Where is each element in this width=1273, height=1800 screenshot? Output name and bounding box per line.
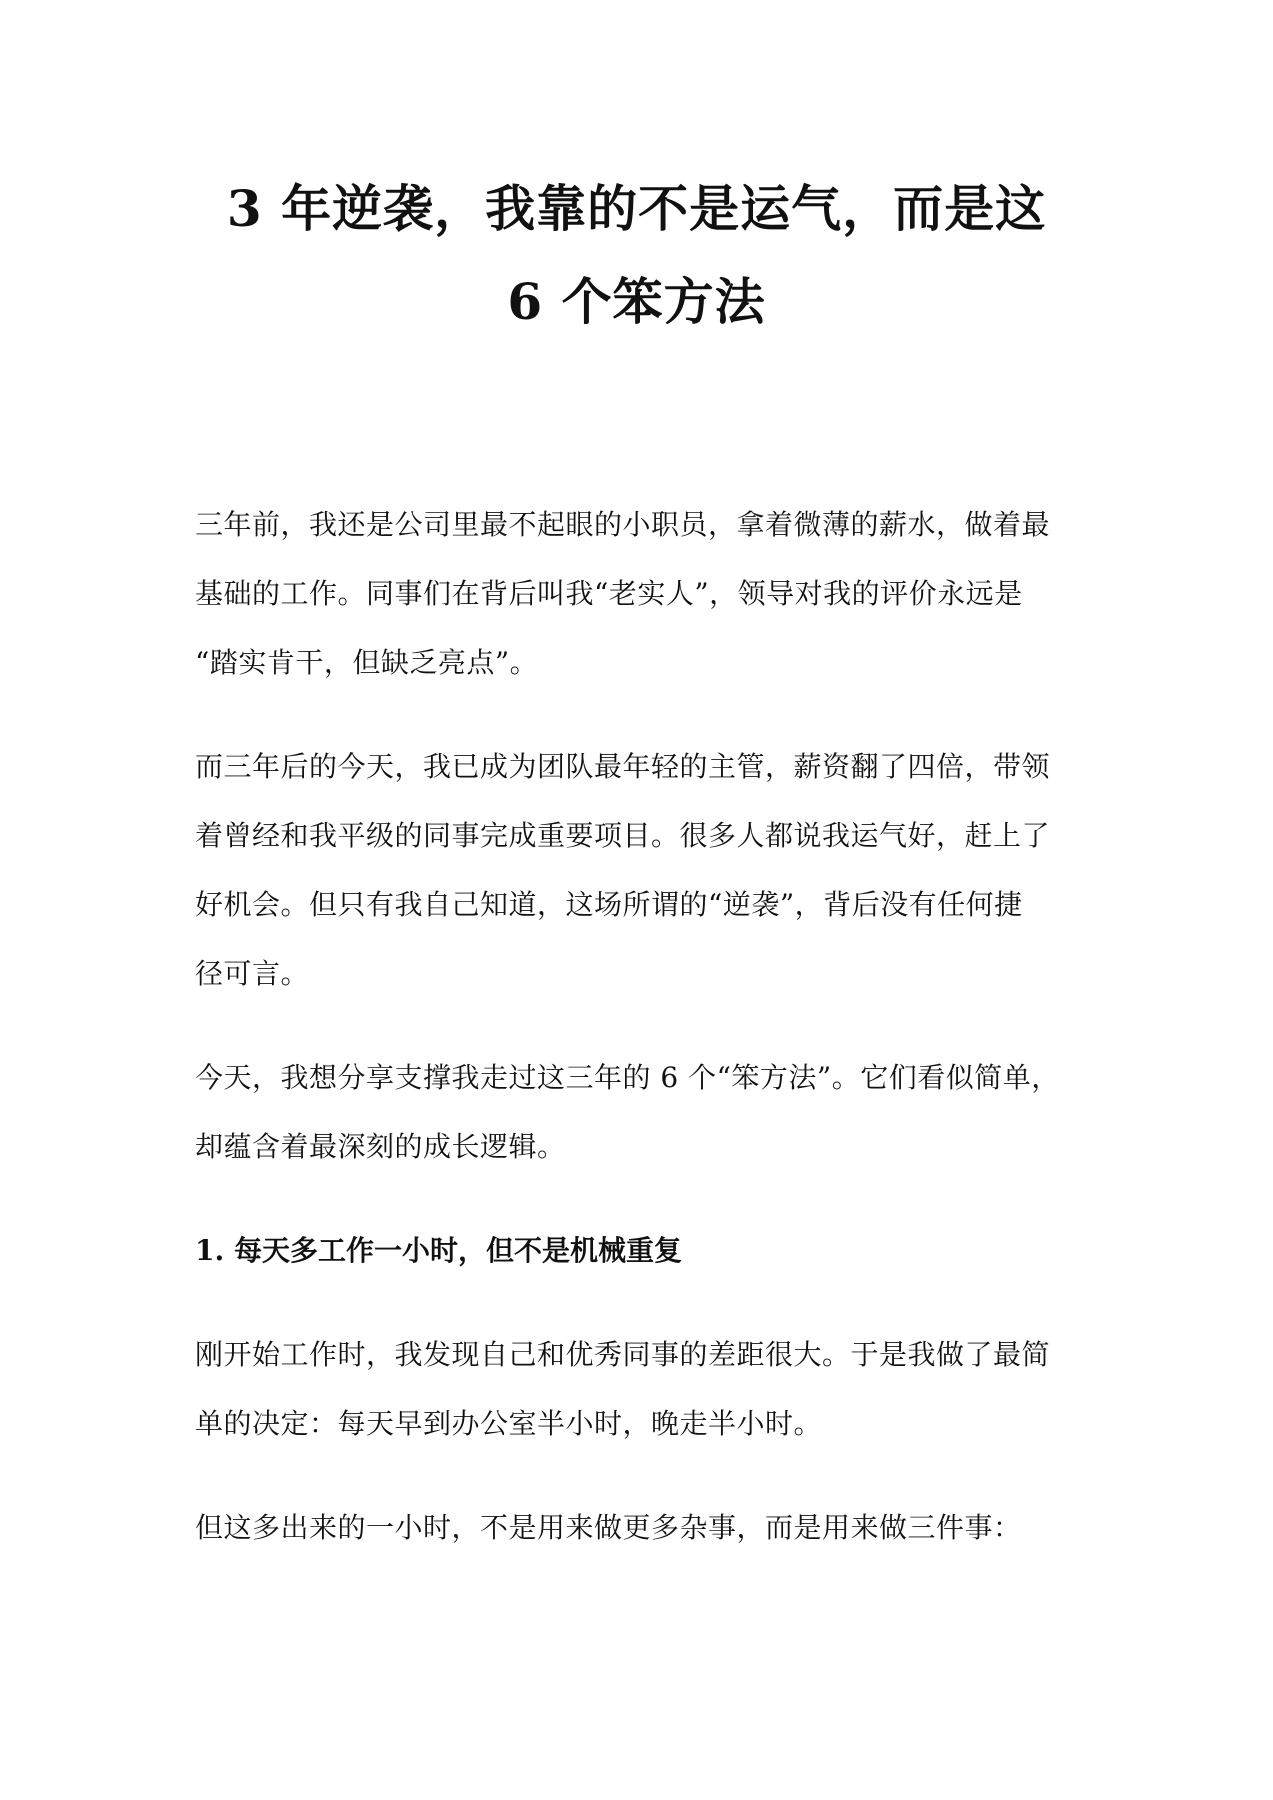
intro-paragraph-1	[195, 490, 1090, 697]
title-line-1: 3 年逆袭，我靠的不是运气，而是这	[226, 179, 1047, 238]
intro-paragraph-3	[195, 1043, 1090, 1181]
text-line: 但这多出来的一小时，不是用来做更多杂事，而是用来做三件事：	[195, 1511, 1022, 1544]
text-line: 单的决定：每天早到办公室半小时，晚走半小时。	[195, 1407, 823, 1440]
text-line: 基础的工作。同事们在背后叫我“老实人”，领导对我的评价永远是	[195, 577, 1023, 610]
text-line: 而三年后的今天，我已成为团队最年轻的主管，薪资翻了四倍，带领	[195, 750, 1051, 783]
text-line: 好机会。但只有我自己知道，这场所谓的“逆袭”，背后没有任何捷	[195, 888, 1023, 921]
text-line: 径可言。	[195, 957, 310, 990]
text-line: 着曾经和我平级的同事完成重要项目。很多人都说我运气好，赶上了	[195, 819, 1051, 852]
document-body	[195, 490, 1090, 1597]
section-1-paragraph-1	[195, 1320, 1090, 1458]
section-1-paragraph-2	[195, 1493, 1090, 1562]
intro-paragraph-2	[195, 732, 1090, 1008]
text-line: 三年前，我还是公司里最不起眼的小职员，拿着微薄的薪水，做着最	[195, 508, 1051, 541]
text-line: 今天，我想分享支撑我走过这三年的 6 个“笨方法”。它们看似简单，	[195, 1061, 1060, 1094]
text-line: 却蕴含着最深刻的成长逻辑。	[195, 1130, 566, 1163]
text-line: “踏实肯干，但缺乏亮点”。	[195, 646, 539, 679]
section-1-heading: 1. 每天多工作一小时，但不是机械重复	[195, 1234, 682, 1267]
text-line: 刚开始工作时，我发现自己和优秀同事的差距很大。于是我做了最简	[195, 1338, 1051, 1371]
document-title	[150, 162, 1123, 348]
title-line-2: 6 个笨方法	[507, 272, 766, 331]
